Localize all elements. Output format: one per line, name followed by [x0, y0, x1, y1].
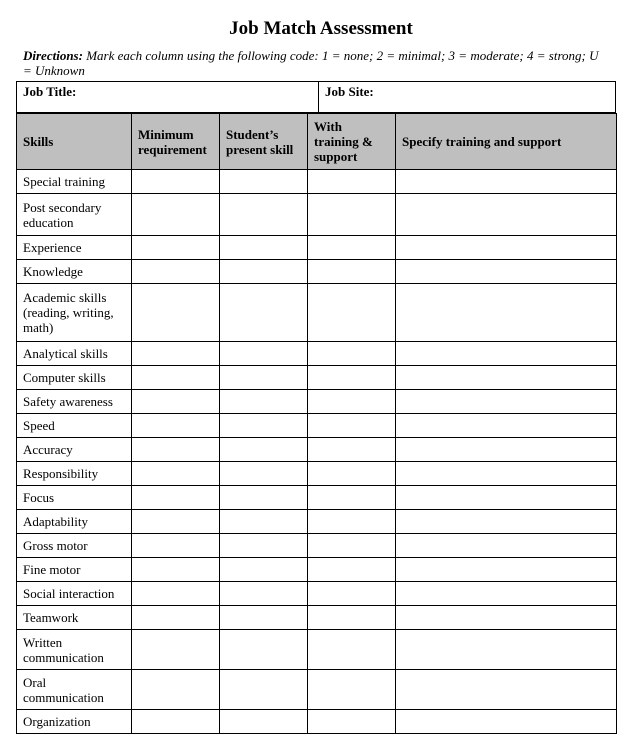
skill-label: Speed	[17, 414, 132, 438]
skill-label: Gross motor	[17, 534, 132, 558]
table-row	[17, 366, 617, 390]
skill-label: Computer skills	[17, 366, 132, 390]
with-training-cell[interactable]	[308, 670, 396, 710]
table-row	[17, 606, 617, 630]
with-training-cell[interactable]	[308, 366, 396, 390]
table-row	[17, 170, 617, 194]
specify-training-cell[interactable]	[396, 366, 617, 390]
skill-label: Teamwork	[17, 606, 132, 630]
specify-training-cell[interactable]	[396, 438, 617, 462]
table-row	[17, 534, 617, 558]
with-training-cell[interactable]	[308, 284, 396, 342]
present-skill-cell[interactable]	[220, 486, 308, 510]
table-row	[17, 390, 617, 414]
present-skill-cell[interactable]	[220, 390, 308, 414]
table-header-row	[17, 114, 617, 170]
present-skill-cell[interactable]	[220, 260, 308, 284]
minimum-requirement-cell[interactable]	[132, 194, 220, 236]
minimum-requirement-cell[interactable]	[132, 390, 220, 414]
present-skill-cell[interactable]	[220, 414, 308, 438]
table-row	[17, 630, 617, 670]
specify-training-cell[interactable]	[396, 236, 617, 260]
present-skill-cell[interactable]	[220, 710, 308, 734]
job-info-row	[16, 81, 616, 113]
with-training-cell[interactable]	[308, 390, 396, 414]
job-site-label: Job Site:	[325, 84, 374, 99]
header-skills: Skills	[17, 114, 132, 170]
minimum-requirement-cell[interactable]	[132, 534, 220, 558]
with-training-cell[interactable]	[308, 170, 396, 194]
present-skill-cell[interactable]	[220, 534, 308, 558]
skill-label: Special training	[17, 170, 132, 194]
specify-training-cell[interactable]	[396, 710, 617, 734]
present-skill-cell[interactable]	[220, 462, 308, 486]
table-row	[17, 342, 617, 366]
table-row	[17, 582, 617, 606]
specify-training-cell[interactable]	[396, 670, 617, 710]
present-skill-cell[interactable]	[220, 194, 308, 236]
skill-label: Responsibility	[17, 462, 132, 486]
skill-label: Adaptability	[17, 510, 132, 534]
with-training-cell[interactable]	[308, 630, 396, 670]
specify-training-cell[interactable]	[396, 260, 617, 284]
table-row	[17, 236, 617, 260]
skill-label: Organization	[17, 710, 132, 734]
header-with-training: With training & support	[308, 114, 396, 170]
skill-label: Safety awareness	[17, 390, 132, 414]
skill-label: Written communication	[17, 630, 132, 670]
minimum-requirement-cell[interactable]	[132, 510, 220, 534]
minimum-requirement-cell[interactable]	[132, 670, 220, 710]
with-training-cell[interactable]	[308, 510, 396, 534]
minimum-requirement-cell[interactable]	[132, 438, 220, 462]
minimum-requirement-cell[interactable]	[132, 710, 220, 734]
with-training-cell[interactable]	[308, 438, 396, 462]
skills-table	[16, 113, 617, 734]
specify-training-cell[interactable]	[396, 630, 617, 670]
skill-label: Analytical skills	[17, 342, 132, 366]
present-skill-cell[interactable]	[220, 438, 308, 462]
skill-label: Social interaction	[17, 582, 132, 606]
skill-label: Accuracy	[17, 438, 132, 462]
table-row	[17, 486, 617, 510]
minimum-requirement-cell[interactable]	[132, 486, 220, 510]
page-title: Job Match Assessment	[229, 18, 413, 39]
with-training-cell[interactable]	[308, 236, 396, 260]
table-row	[17, 284, 617, 342]
minimum-requirement-cell[interactable]	[132, 414, 220, 438]
present-skill-cell[interactable]	[220, 170, 308, 194]
with-training-cell[interactable]	[308, 534, 396, 558]
table-row	[17, 414, 617, 438]
present-skill-cell[interactable]	[220, 582, 308, 606]
table-row	[17, 710, 617, 734]
directions-text	[23, 48, 608, 78]
minimum-requirement-cell[interactable]	[132, 366, 220, 390]
with-training-cell[interactable]	[308, 462, 396, 486]
with-training-cell[interactable]	[308, 194, 396, 236]
header-specify-training: Specify training and support	[396, 114, 617, 170]
skills-table-body	[17, 170, 617, 734]
with-training-cell[interactable]	[308, 260, 396, 284]
header-present-skill: Student’s present skill	[220, 114, 308, 170]
table-row	[17, 260, 617, 284]
skill-label: Focus	[17, 486, 132, 510]
with-training-cell[interactable]	[308, 558, 396, 582]
present-skill-cell[interactable]	[220, 342, 308, 366]
specify-training-cell[interactable]	[396, 486, 617, 510]
job-title-label: Job Title:	[23, 84, 77, 99]
table-row	[17, 510, 617, 534]
minimum-requirement-cell[interactable]	[132, 582, 220, 606]
present-skill-cell[interactable]	[220, 670, 308, 710]
skill-label: Oral communication	[17, 670, 132, 710]
skill-label: Fine motor	[17, 558, 132, 582]
specify-training-cell[interactable]	[396, 558, 617, 582]
with-training-cell[interactable]	[308, 486, 396, 510]
table-row	[17, 194, 617, 236]
specify-training-cell[interactable]	[396, 170, 617, 194]
directions-body: Mark each column using the following code: 1 = none; 2 = minimal; 3 = moderate; 4 = strong; U = Unknown	[23, 48, 599, 78]
minimum-requirement-cell[interactable]	[132, 606, 220, 630]
specify-training-cell[interactable]	[396, 390, 617, 414]
specify-training-cell[interactable]	[396, 606, 617, 630]
table-row	[17, 438, 617, 462]
table-row	[17, 462, 617, 486]
minimum-requirement-cell[interactable]	[132, 170, 220, 194]
present-skill-cell[interactable]	[220, 236, 308, 260]
job-title-field[interactable]	[17, 82, 319, 112]
skill-label: Post secondary education	[17, 194, 132, 236]
minimum-requirement-cell[interactable]	[132, 236, 220, 260]
job-site-field[interactable]	[319, 82, 615, 112]
table-row	[17, 670, 617, 710]
present-skill-cell[interactable]	[220, 284, 308, 342]
specify-training-cell[interactable]	[396, 194, 617, 236]
specify-training-cell[interactable]	[396, 462, 617, 486]
skill-label: Academic skills (reading, writing, math)	[17, 284, 132, 342]
minimum-requirement-cell[interactable]	[132, 260, 220, 284]
present-skill-cell[interactable]	[220, 630, 308, 670]
specify-training-cell[interactable]	[396, 534, 617, 558]
specify-training-cell[interactable]	[396, 342, 617, 366]
minimum-requirement-cell[interactable]	[132, 558, 220, 582]
with-training-cell[interactable]	[308, 414, 396, 438]
with-training-cell[interactable]	[308, 582, 396, 606]
present-skill-cell[interactable]	[220, 366, 308, 390]
specify-training-cell[interactable]	[396, 284, 617, 342]
skill-label: Experience	[17, 236, 132, 260]
specify-training-cell[interactable]	[396, 582, 617, 606]
present-skill-cell[interactable]	[220, 606, 308, 630]
header-minimum-requirement: Minimum requirement	[132, 114, 220, 170]
table-row	[17, 558, 617, 582]
with-training-cell[interactable]	[308, 606, 396, 630]
minimum-requirement-cell[interactable]	[132, 462, 220, 486]
minimum-requirement-cell[interactable]	[132, 342, 220, 366]
present-skill-cell[interactable]	[220, 510, 308, 534]
skill-label: Knowledge	[17, 260, 132, 284]
minimum-requirement-cell[interactable]	[132, 630, 220, 670]
specify-training-cell[interactable]	[396, 414, 617, 438]
minimum-requirement-cell[interactable]	[132, 284, 220, 342]
specify-training-cell[interactable]	[396, 510, 617, 534]
directions-label: Directions:	[23, 48, 83, 63]
with-training-cell[interactable]	[308, 342, 396, 366]
with-training-cell[interactable]	[308, 710, 396, 734]
present-skill-cell[interactable]	[220, 558, 308, 582]
